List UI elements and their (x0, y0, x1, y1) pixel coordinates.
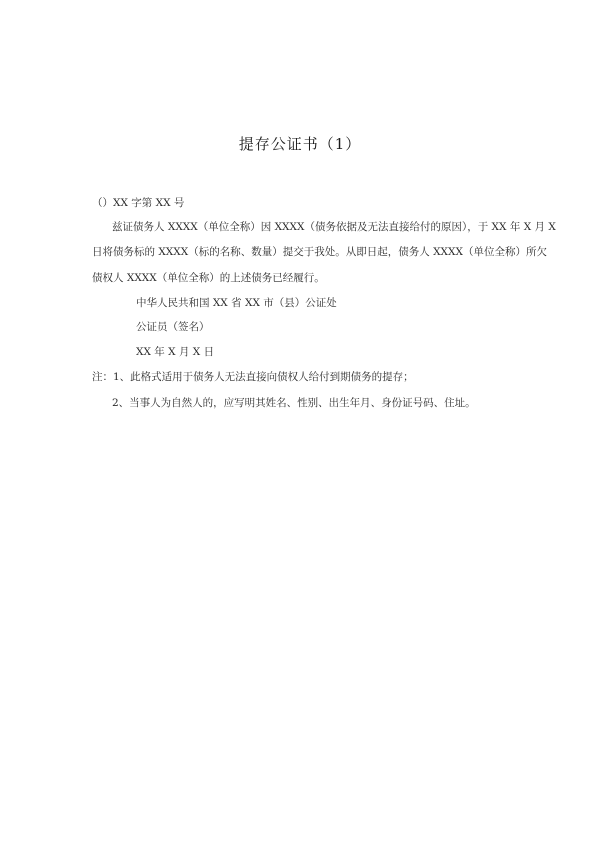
note-1: 注：1、此格式适用于债务人无法直接向债权人给付到期债务的提存； (92, 371, 414, 383)
body-line-3: 债权人 XXXX（单位全称）的上述债务已经履行。 (92, 272, 325, 284)
body-line-2: 日将债务标的 XXXX（标的名称、数量）提交于我处。从即日起，债务人 XXXX（单位全称）所欠 (92, 246, 547, 258)
body-line-1: 兹证债务人 XXXX（单位全称）因 XXXX（债务依据及无法直接给付的原因），于 XX 年 X 月 X (112, 221, 556, 233)
issue-date: XX 年 X 月 X 日 (136, 346, 215, 358)
notary-signature-line: 公证员（签名） (136, 321, 210, 333)
document-title: 提存公证书（1） (238, 135, 362, 153)
notary-office: 中华人民共和国 XX 省 XX 市（县）公证处 (136, 297, 337, 309)
document-number: （）XX 字第 XX 号 (92, 197, 185, 209)
note-2: 2、当事人为自然人的，应写明其姓名、性别、出生年月、身份证号码、住址。 (112, 397, 476, 409)
